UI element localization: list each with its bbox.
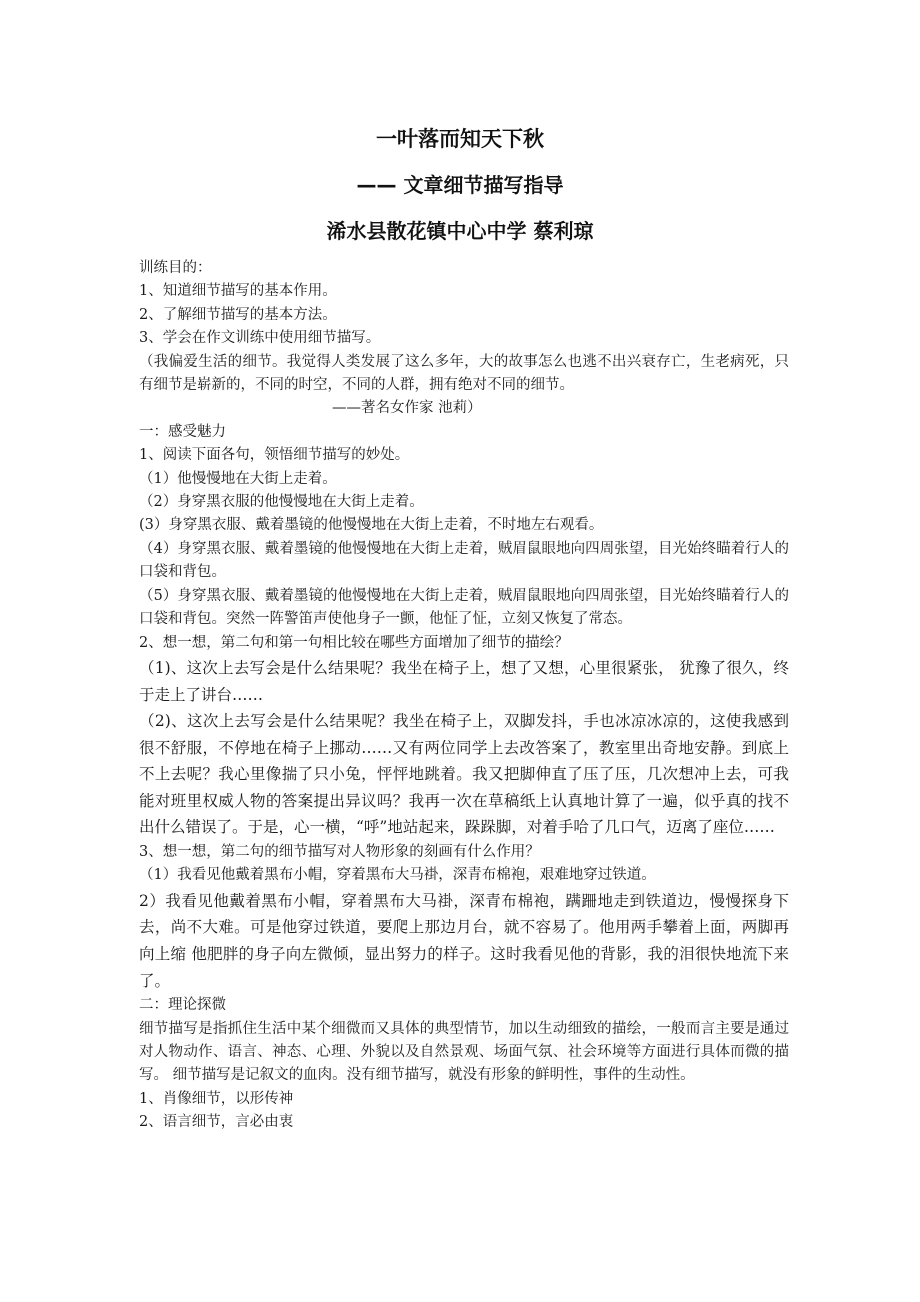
example-sentence: （1）我看见他戴着黑布小帽，穿着黑布大马褂，深青布棉袍，艰难地穿过铁道。 xyxy=(139,867,656,884)
method-item: 1、肖像细节，以形传神 xyxy=(139,1090,294,1107)
exercise-item: 1、阅读下面各句，领悟细节描写的妙处。 xyxy=(139,447,410,464)
document-subtitle: —— 文章细节描写指导 xyxy=(356,173,564,197)
document-body xyxy=(139,257,789,1135)
method-item: 2、语言细节，言必由衷 xyxy=(139,1114,294,1131)
example-sentence: （2）身穿黑衣服的他慢慢地在大街上走着。 xyxy=(139,494,424,511)
document-title: 一叶落而知天下秋 xyxy=(376,127,544,151)
quote-attribution: ——著名女作家 池莉） xyxy=(332,400,482,417)
example-paragraph: （1)、这次上去写会是什么结果呢？我坐在椅子上，想了又想，心里很紧张， 犹豫了很久，终于走上了讲台…… xyxy=(139,658,789,704)
document-author: 浠水县散花镇中心中学 蔡利琼 xyxy=(326,219,594,243)
theory-paragraph: 细节描写是指抓住生活中某个细微而又具体的典型情节，加以生动细致的描绘，一般而言主要是通过对人物动作、语言、神态、心理、外貌以及自然景观、场面气氛、社会环境等方面进行具体而微的描写。 细节描写是记叙文的血肉。没有细节描写，就没有形象的鲜明性，事件的生动性。 xyxy=(139,1020,789,1084)
goal-item: 2、了解细节描写的基本方法。 xyxy=(139,306,337,323)
example-paragraph: （2)、这次上去写会是什么结果呢？我坐在椅子上，双脚发抖，手也冰凉冰凉的，这使我感到很不舒服，不停地在椅子上挪动……又有两位同学上去改答案了，教室里出奇地安静。到底上不上去呢？我心里像揣了只小兔，怦怦地跳着。我又把脚伸直了压了压，几次想冲上去，可我能对班里权威人物的答案提出异议吗？我再一次在草稿纸上认真地计算了一遍，似乎真的找不出什么错误了。于是，心一横，“呼”地站起来，跺跺脚，对着手哈了几口气，迈离了座位…… xyxy=(139,712,789,837)
title-block xyxy=(0,116,920,254)
goal-item: 1、知道细节描写的基本作用。 xyxy=(139,283,337,300)
goal-item: 3、学会在作文训练中使用细节描写。 xyxy=(139,330,381,347)
example-paragraph: 2）我看见他戴着黑布小帽，穿着黑布大马褂，深青布棉袍，蹒跚地走到铁道边，慢慢探身下去，尚不大难。可是他穿过铁道，要爬上那边月台，就不容易了。他用两手攀着上面，两脚再向上缩 他肥胖的身子向左微倾，显出努力的样子。这时我看见他的背影，我的泪很快地流下来了。 xyxy=(139,891,789,990)
quote-paragraph: （我偏爱生活的细节。我觉得人类发展了这么多年，大的故事怎么也逃不出兴衰存亡，生老病死，只有细节是崭新的，不同的时空，不同的人群，拥有绝对不同的细节。 xyxy=(139,353,789,394)
example-sentence: （5）身穿黑衣服、戴着墨镜的他慢慢地在大街上走着，贼眉鼠眼地向四周张望，目光始终瞄着行人的口袋和背包。突然一阵警笛声使他身子一颤，他怔了怔，立刻又恢复了常态。 xyxy=(139,587,789,628)
section-heading: 二：理论探微 xyxy=(139,997,226,1014)
example-sentence: （1）他慢慢地在大街上走着。 xyxy=(139,470,337,487)
example-sentence: （4）身穿黑衣服、戴着墨镜的他慢慢地在大街上走着，贼眉鼠眼地向四周张望，目光始终瞄着行人的口袋和背包。 xyxy=(139,540,789,581)
exercise-item: 2、想一想，第二句和第一句相比较在哪些方面增加了细节的描绘？ xyxy=(139,634,569,651)
section-heading: 一：感受魅力 xyxy=(139,423,226,440)
goals-heading: 训练目的： xyxy=(139,260,212,276)
example-sentence: (3）身穿黑衣服、戴着墨镜的他慢慢地在大街上走着，不时地左右观看。 xyxy=(139,517,604,534)
exercise-item: 3、想一想，第二句的细节描写对人物形象的刻画有什么作用？ xyxy=(139,844,540,861)
